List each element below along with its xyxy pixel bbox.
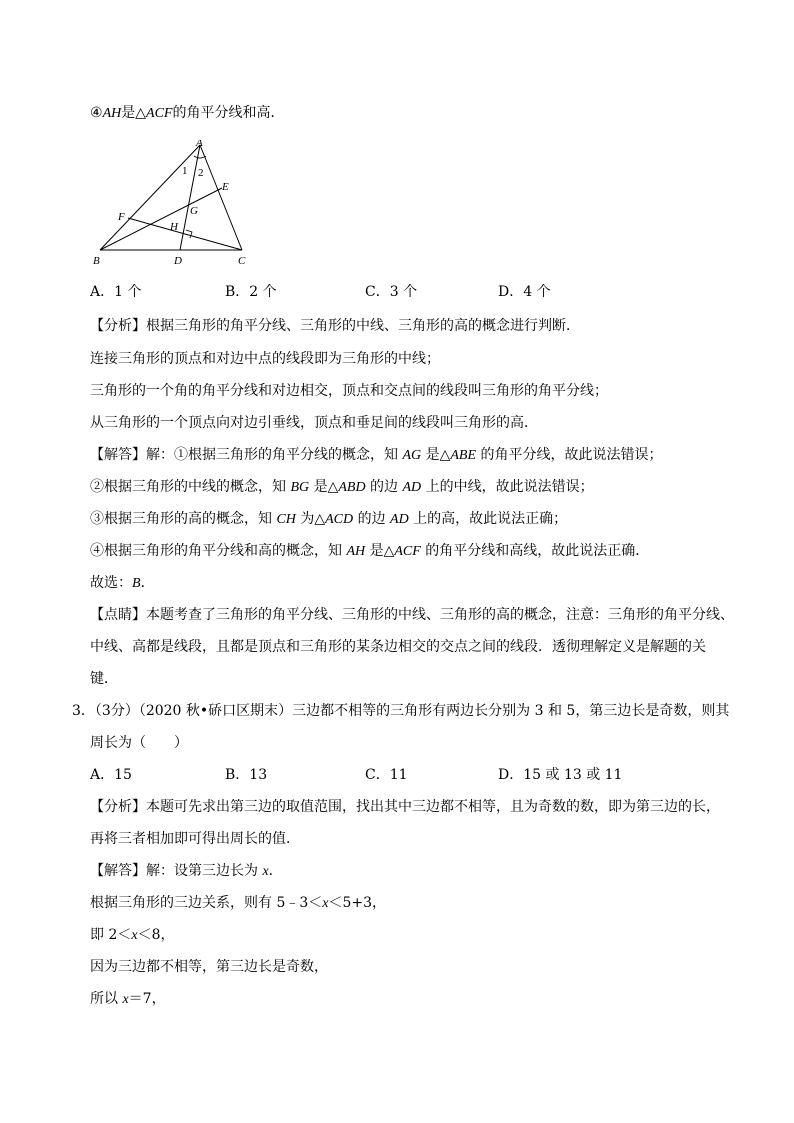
item4-statement: ④AH是△ACF的角平分线和高． xyxy=(90,105,285,121)
q2-comment-line-1: 【点睛】本题考查了三角形的角平分线、三角形的中线、三角形的高的概念，注意：三角形的角平分线、 xyxy=(90,607,734,623)
q2-analysis-line-3: 从三角形的一个顶点向对边引垂线，顶点和垂足间的线段叫三角形的高． xyxy=(90,415,538,431)
q2-analysis-heading: 【分析】根据三角形的角平分线、三角形的中线、三角形的高的概念进行判断． xyxy=(90,318,580,334)
q2-comment-line-2: 中线、高都是线段，且都是顶点和三角形的某条边相交的交点之间的线段．透彻理解定义是解题的关 xyxy=(90,639,706,655)
label-b: B xyxy=(93,255,100,267)
label-d: D xyxy=(174,255,182,267)
triangle-acf: ACF xyxy=(146,106,173,121)
q2-comment-line-3: 键． xyxy=(90,671,118,687)
label-f: F xyxy=(118,211,125,223)
q3-analysis-line-1: 【分析】本题可先求出第三边的取值范围，找出其中三边都不相等，且为奇数的数，即为第三边的长， xyxy=(90,799,720,815)
angle-label-2: 2 xyxy=(198,167,204,179)
q3-analysis-line-2: 再将三者相加即可得出周长的值． xyxy=(90,831,300,847)
q3-option-b: B．13 xyxy=(225,767,268,783)
q2-analysis-line-1: 连接三角形的顶点和对边中点的线段即为三角形的中线； xyxy=(90,351,440,367)
q2-answer-line-2: ②根据三角形的中线的概念，知 BG 是△ABD 的边 AD 上的中线，故此说法错误； xyxy=(90,479,594,495)
q2-answer-line-4: ④根据三角形的角平分线和高的概念，知 AH 是△ACF 的角平分线和高线，故此说法正确． xyxy=(90,543,650,559)
right-angle-mark xyxy=(186,230,192,238)
q2-answer-choice: 故选：B． xyxy=(90,575,155,591)
q3-stem-line-2: 周长为（ ） xyxy=(90,735,188,751)
q2-option-b: B．2 个 xyxy=(225,284,277,300)
q3-option-c: C．11 xyxy=(365,767,408,783)
triangle-diagram xyxy=(90,140,250,270)
q3-stem-line-1: 3．（3分）（2020 秋•硚口区期末）三边都不相等的三角形有两边长分别为 3 和 5，第三边长是奇数，则其 xyxy=(72,703,730,719)
label-e: E xyxy=(222,181,229,193)
q2-option-d: D．4 个 xyxy=(498,284,551,300)
label-h: H xyxy=(170,221,178,233)
q2-option-c: C．3 个 xyxy=(365,284,418,300)
q3-option-a: A．15 xyxy=(90,767,132,783)
segment-ad xyxy=(180,145,200,250)
q3-option-d: D．15 或 13 或 11 xyxy=(498,767,623,783)
q2-option-a: A．1 个 xyxy=(90,284,142,300)
q2-analysis-line-2: 三角形的一个角的角平分线和对边相交，顶点和交点间的线段叫三角形的角平分线； xyxy=(90,383,608,399)
side-ac xyxy=(200,145,242,250)
angle-label-1: 1 xyxy=(182,165,188,177)
q3-answer-line-2: 根据三角形的三边关系，则有 5﹣3＜x＜5+3， xyxy=(90,895,387,911)
q3-answer-line-3: 即 2＜x＜8， xyxy=(90,927,175,943)
segment-ah: AH xyxy=(102,106,122,121)
q2-answer-line-3: ③根据三角形的高的概念，知 CH 为△ACD 的边 AD 上的高，故此说法正确； xyxy=(90,511,568,527)
q3-answer-line-5: 所以 x＝7， xyxy=(90,991,166,1007)
triangle-figure xyxy=(90,140,250,270)
label-g: G xyxy=(190,205,198,217)
label-a: A xyxy=(196,140,203,149)
q2-answer-line-1: 【解答】解：①根据三角形的角平分线的概念，知 AG 是△ABE 的角平分线，故此说法错误； xyxy=(90,447,663,463)
q3-answer-line-1: 【解答】解：设第三边长为 x． xyxy=(90,863,283,879)
label-c: C xyxy=(238,255,246,267)
q3-answer-line-4: 因为三边都不相等，第三边长是奇数， xyxy=(90,959,328,975)
